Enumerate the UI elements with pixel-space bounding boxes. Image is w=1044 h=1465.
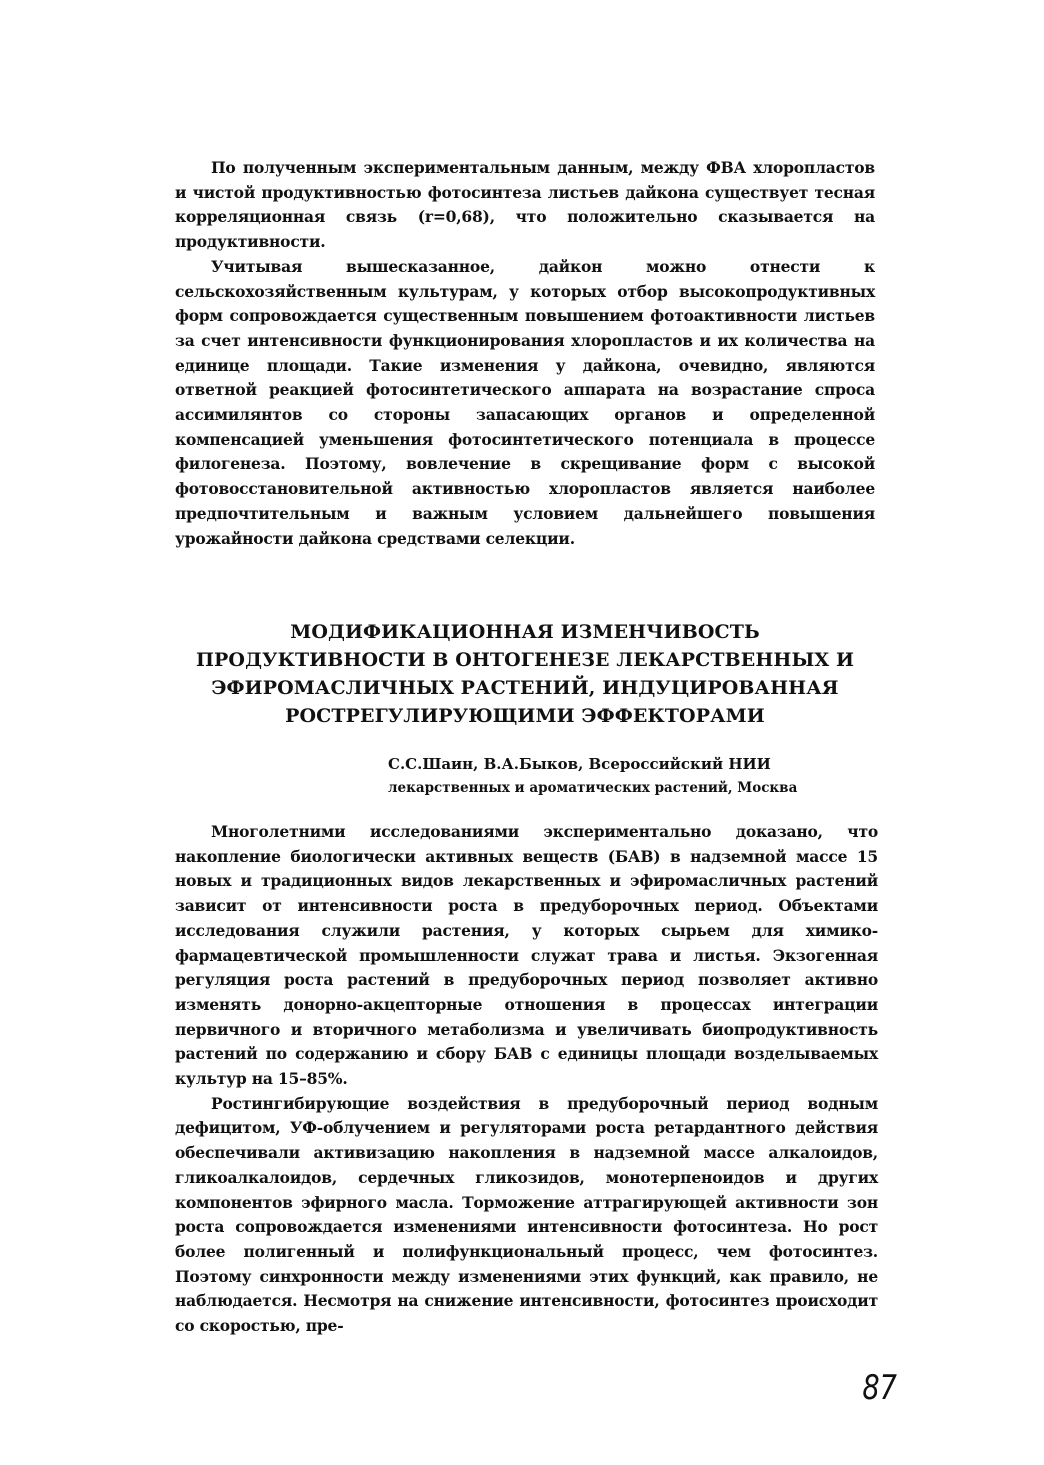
title-line: РОСТРЕГУЛИРУЮЩИМИ ЭФФЕКТОРАМИ (285, 705, 765, 727)
authors-names: С.С.Шаин, В.А.Быков, Всероссийский НИИ (388, 755, 771, 773)
paragraph: Ростингибирующие воздействия в предуборочный период водным дефицитом, УФ-облучением и регуляторами роста ретардантного действия обеспечивали активизацию накопления в надземной массе алкалоидов, гликоалкалоидов, сердечных гликозидов, монотерпеноидов и других компонентов эфирного масла. Торможение аттрагирующей активности зон роста сопровождается изменениями интенсивности фотосинтеза. Но рост более полигенный и полифункциональный процесс, чем фотосинтез. Поэтому синхронности между изменениями этих функций, как правило, не наблюдается. Несмотря на снижение интенсивности, фотосинтез происходит со скоростью, пре- (175, 1093, 878, 1336)
title-line: ЭФИРОМАСЛИЧНЫХ РАСТЕНИЙ, ИНДУЦИРОВАННАЯ (211, 677, 839, 699)
article-authors (388, 752, 888, 800)
article-title (170, 618, 880, 730)
paragraph: Учитывая вышесказанное, дайкон можно отнести к сельскохозяйственным культурам, у которых отбор высокопродуктивных форм сопровождается существенным повышением фотоактивности листьев за счет интенсивности функционирования хлоропластов и их количества на единице площади. Такие изменения у дайкона, очевидно, являются ответной реакцией фотосинтетического аппарата на возрастание спроса ассимилянтов со стороны запасающих органов и определенной компенсацией уменьшения фотосинтетического потенциала в процессе филогенеза. Поэтому, вовлечение в скрещивание форм с высокой фотовосстановительной активностью хлоропластов является наиболее предпочтительным и важным условием дальнейшего повышения урожайности дайкона средствами селекции. (175, 256, 875, 548)
authors-affiliation: лекарственных и ароматических растений, Москва (388, 780, 798, 796)
page-number: 87 (862, 1368, 897, 1408)
article-body (175, 820, 878, 1339)
paragraph: Многолетними исследованиями экспериментально доказано, что накопление биологически активных веществ (БАВ) в надземной массе 15 новых и традиционных видов лекарственных и эфиромасличных растений зависит от интенсивности роста в предуборочных период. Объектами исследования служили растения, у которых сырьем для химико-фармацевтической промышленности служат трава и листья. Экзогенная регуляция роста растений в предуборочных период позволяет активно изменять донорно-акцепторные отношения в процессах интеграции первичного и вторичного метаболизма и увеличивать биопродуктивность растений по содержанию и сбору БАВ с единицы площади возделываемых культур на 15–85%. (175, 822, 878, 1089)
title-line: МОДИФИКАЦИОННАЯ ИЗМЕНЧИВОСТЬ (290, 621, 760, 643)
previous-article-conclusion (175, 156, 875, 551)
paragraph: По полученным экспериментальным данным, между ФВА хлоропластов и чистой продуктивностью фотосинтеза листьев дайкона существует тесная корреляционная связь (r=0,68), что положительно сказывается на продуктивности. (175, 158, 875, 252)
title-line: ПРОДУКТИВНОСТИ В ОНТОГЕНЕЗЕ ЛЕКАРСТВЕННЫХ И (195, 649, 855, 671)
